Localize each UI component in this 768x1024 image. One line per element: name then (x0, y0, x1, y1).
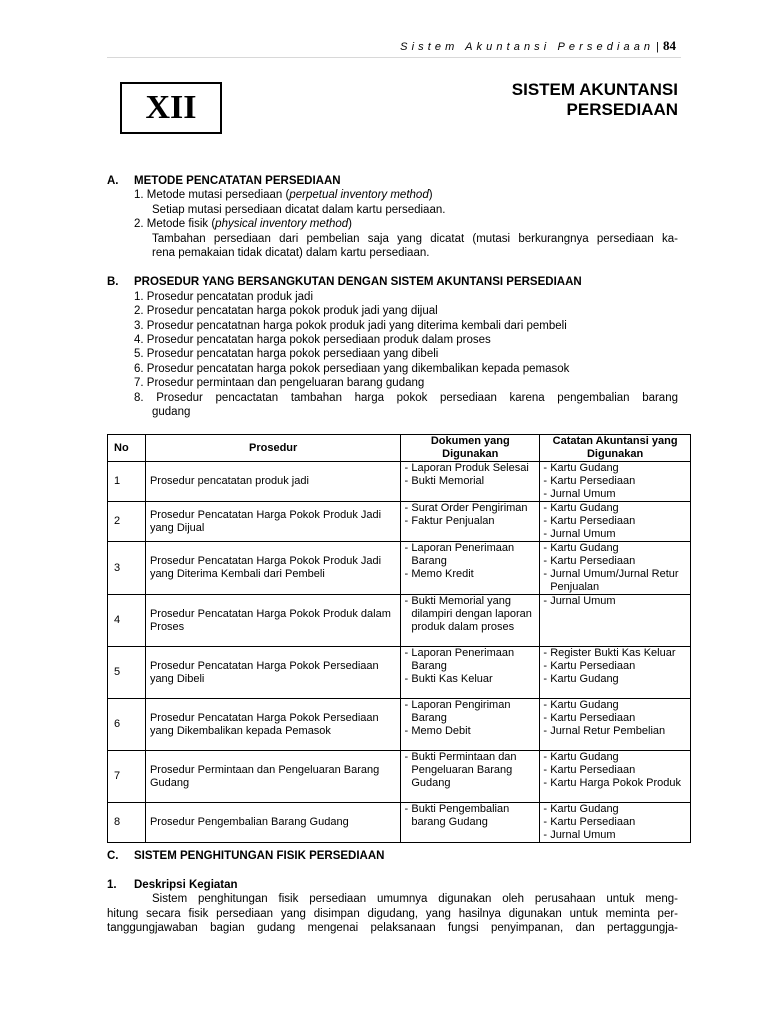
catatan-text: Register Bukti Kas Keluar (550, 647, 676, 659)
dokumen-list-item (401, 595, 539, 634)
catatan-text: Kartu Gudang (550, 673, 619, 685)
cell-no: 8 (108, 803, 146, 843)
dokumen-list-item (401, 751, 539, 790)
bullet-dash: - (404, 502, 409, 514)
bullet-dash: - (543, 777, 548, 789)
bullet-dash: - (404, 803, 409, 815)
section-b-item-8-cont: gudang (152, 406, 191, 418)
bullet-dash: - (543, 660, 548, 672)
bullet-dash: - (543, 699, 548, 711)
bullet-dash: - (404, 515, 409, 527)
bullet-dash: - (543, 673, 548, 685)
dokumen-text: Memo Kredit (411, 568, 474, 580)
catatan-list-item (540, 673, 690, 686)
header-divider (107, 57, 681, 58)
section-b-item-3: 3. Prosedur pencatatnan harga pokok produk jadi yang diterima kembali dari pembeli (134, 320, 567, 332)
table-row (108, 542, 691, 595)
chapter-title (512, 80, 678, 120)
bullet-dash: - (404, 647, 409, 659)
page-number: 84 (663, 38, 676, 53)
bullet-dash: - (543, 568, 548, 580)
catatan-list-item (540, 751, 690, 764)
cell-catatan (540, 751, 691, 803)
catatan-list-item (540, 475, 690, 488)
bullet-dash: - (543, 542, 548, 554)
dokumen-text: Bukti Kas Keluar (411, 673, 493, 685)
running-header (400, 38, 676, 54)
cell-dokumen (401, 803, 540, 843)
subsection-heading: Deskripsi Kegiatan (134, 879, 238, 891)
cell-no: 2 (108, 502, 146, 542)
cell-prosedur: Prosedur Permintaan dan Pengeluaran Barang Gudang (145, 751, 400, 803)
catatan-list-item (540, 777, 690, 790)
section-b-item-5: 5. Prosedur pencatatan harga pokok persediaan yang dibeli (134, 348, 439, 360)
catatan-list-item (540, 555, 690, 568)
running-title: Sistem Akuntansi Persediaan (400, 41, 655, 53)
catatan-list-item (540, 829, 690, 842)
cell-no: 7 (108, 751, 146, 803)
cell-dokumen (401, 699, 540, 751)
cell-prosedur: Prosedur Pencatatan Harga Pokok Persediaan yang Dikembalikan kepada Pemasok (145, 699, 400, 751)
dokumen-text: Laporan Produk Selesai (411, 462, 529, 474)
cell-prosedur: Prosedur Pencatatan Harga Pokok Persediaan yang Dibeli (145, 647, 400, 699)
table-row (108, 502, 691, 542)
bullet-dash: - (543, 515, 548, 527)
section-b-label: B. (107, 276, 119, 288)
section-b-item-6: 6. Prosedur pencatatan harga pokok persediaan yang dikembalikan kepada pemasok (134, 363, 570, 375)
section-b-item-2: 2. Prosedur pencatatan harga pokok produk jadi yang dijual (134, 305, 438, 317)
catatan-text: Jurnal Umum (550, 595, 616, 607)
catatan-text: Jurnal Retur Pembelian (550, 725, 666, 737)
section-a-item-2: 2. Metode fisik (physical inventory method) (134, 218, 352, 230)
dokumen-list-item (401, 515, 539, 528)
catatan-list-item (540, 816, 690, 829)
cell-prosedur: Prosedur Pencatatan Harga Pokok Produk Jadi yang Diterima Kembali dari Pembeli (145, 542, 400, 595)
bullet-dash: - (543, 647, 548, 659)
catatan-list-item (540, 647, 690, 660)
catatan-list-item (540, 528, 690, 541)
catatan-text: Kartu Gudang (550, 699, 619, 711)
bullet-dash: - (543, 764, 548, 776)
catatan-list-item (540, 712, 690, 725)
dokumen-list-item (401, 462, 539, 475)
cell-prosedur: Prosedur pencatatan produk jadi (145, 462, 400, 502)
catatan-list-item (540, 699, 690, 712)
catatan-list-item (540, 462, 690, 475)
subsection-label: 1. (107, 879, 117, 891)
section-a-label: A. (107, 175, 119, 187)
section-b-heading: PROSEDUR YANG BERSANGKUTAN DENGAN SISTEM AKUNTANSI PERSEDIAAN (134, 276, 582, 288)
table-row (108, 647, 691, 699)
bullet-dash: - (404, 542, 409, 554)
cell-catatan (540, 595, 691, 647)
section-b-item-8: 8. Prosedur pencactatan tambahan harga pokok persediaan karena pengembalian barang (134, 392, 678, 404)
section-c-para-line-2: hitung secara fisik persediaan yang disimpan digudang, yang hasilnya digunakan untuk meminta per- (107, 908, 678, 920)
catatan-text: Kartu Persediaan (550, 555, 636, 567)
cell-prosedur: Prosedur Pencatatan Harga Pokok Produk Jadi yang Dijual (145, 502, 400, 542)
col-header-catatan: Catatan Akuntansi yang Digunakan (540, 435, 691, 462)
catatan-text: Kartu Gudang (550, 803, 619, 815)
chapter-number: XII (145, 89, 197, 126)
dokumen-list-item (401, 699, 539, 725)
bullet-dash: - (404, 475, 409, 487)
bullet-dash: - (404, 673, 409, 685)
catatan-text: Kartu Gudang (550, 502, 619, 514)
bullet-dash: - (404, 595, 409, 607)
table-header-row (108, 435, 691, 462)
dokumen-text: Faktur Penjualan (411, 515, 495, 527)
table-row (108, 595, 691, 647)
catatan-text: Jurnal Umum (550, 829, 616, 841)
bullet-dash: - (543, 712, 548, 724)
catatan-list-item (540, 502, 690, 515)
cell-no: 3 (108, 542, 146, 595)
table-row (108, 803, 691, 843)
cell-dokumen (401, 647, 540, 699)
catatan-text: Jurnal Umum (550, 488, 616, 500)
table-row (108, 751, 691, 803)
col-header-no: No (108, 435, 146, 462)
dokumen-text: Laporan Penerimaan Barang (411, 542, 515, 567)
cell-dokumen (401, 751, 540, 803)
bullet-dash: - (543, 751, 548, 763)
catatan-list-item (540, 660, 690, 673)
bullet-dash: - (543, 502, 548, 514)
cell-catatan (540, 803, 691, 843)
cell-catatan (540, 647, 691, 699)
section-b-item-7: 7. Prosedur permintaan dan pengeluaran barang gudang (134, 377, 425, 389)
catatan-list-item (540, 488, 690, 501)
table-row (108, 462, 691, 502)
catatan-text: Jurnal Umum/Jurnal Retur Penjualan (550, 568, 679, 593)
section-c-para-line-3: tanggungjawaban bagian gudang mengenai pelaksanaan fungsi penyimpanan, dan pertaggungja- (107, 922, 678, 934)
catatan-text: Kartu Persediaan (550, 816, 636, 828)
catatan-text: Kartu Gudang (550, 751, 619, 763)
bullet-dash: - (404, 699, 409, 711)
col-header-prosedur: Prosedur (145, 435, 400, 462)
cell-dokumen (401, 462, 540, 502)
cell-prosedur: Prosedur Pencatatan Harga Pokok Produk dalam Proses (145, 595, 400, 647)
dokumen-list-item (401, 673, 539, 686)
bullet-dash: - (404, 462, 409, 474)
section-a-item-2-desc-2: rena pemakaian tidak dicatat) dalam kartu persediaan. (152, 247, 430, 259)
section-c-para-line-1: Sistem penghitungan fisik persediaan umumnya digunakan oleh perusahaan untuk meng- (152, 893, 678, 905)
catatan-text: Jurnal Umum (550, 528, 616, 540)
dokumen-text: Bukti Pengembalian barang Gudang (411, 803, 510, 828)
section-a-item-2-desc-1: Tambahan persediaan dari pembelian saja yang dicatat (mutasi berkurangnya persediaan ka- (152, 233, 678, 245)
section-a-item-1: 1. Metode mutasi persediaan (perpetual inventory method) (134, 189, 433, 201)
cell-catatan (540, 502, 691, 542)
dokumen-text: Bukti Permintaan dan Pengeluaran Barang Gudang (411, 751, 517, 789)
catatan-text: Kartu Gudang (550, 462, 619, 474)
catatan-list-item (540, 725, 690, 738)
catatan-list-item (540, 764, 690, 777)
bullet-dash: - (543, 803, 548, 815)
catatan-text: Kartu Persediaan (550, 475, 636, 487)
cell-no: 4 (108, 595, 146, 647)
col-header-dokumen: Dokumen yang Digunakan (401, 435, 540, 462)
bullet-dash: - (543, 528, 548, 540)
catatan-text: Kartu Harga Pokok Produk (550, 777, 682, 789)
catatan-text: Kartu Persediaan (550, 764, 636, 776)
section-b-item-1: 1. Prosedur pencatatan produk jadi (134, 291, 314, 303)
catatan-list-item (540, 515, 690, 528)
dokumen-text: Laporan Penerimaan Barang (411, 647, 515, 672)
bullet-dash: - (543, 816, 548, 828)
bullet-dash: - (404, 725, 409, 737)
chapter-title-line-1: SISTEM AKUNTANSI (511, 80, 678, 99)
section-c-heading: SISTEM PENGHITUNGAN FISIK PERSEDIAAN (134, 850, 385, 862)
cell-catatan (540, 542, 691, 595)
dokumen-list-item (401, 502, 539, 515)
cell-dokumen (401, 595, 540, 647)
header-separator: | (656, 41, 659, 53)
bullet-dash: - (543, 725, 548, 737)
bullet-dash: - (543, 462, 548, 474)
dokumen-text: Memo Debit (411, 725, 471, 737)
cell-no: 6 (108, 699, 146, 751)
cell-prosedur: Prosedur Pengembalian Barang Gudang (145, 803, 400, 843)
dokumen-list-item (401, 803, 539, 829)
procedures-table (107, 434, 691, 843)
catatan-text: Kartu Gudang (550, 542, 619, 554)
dokumen-list-item (401, 725, 539, 738)
dokumen-text: Bukti Memorial (411, 475, 485, 487)
bullet-dash: - (543, 488, 548, 500)
dokumen-list-item (401, 475, 539, 488)
catatan-list-item (540, 542, 690, 555)
section-c-label: C. (107, 850, 119, 862)
catatan-list-item (540, 568, 690, 594)
chapter-title-line-2: PERSEDIAAN (566, 100, 678, 119)
table-row (108, 699, 691, 751)
cell-dokumen (401, 502, 540, 542)
catatan-text: Kartu Persediaan (550, 515, 636, 527)
section-a-heading: METODE PENCATATAN PERSEDIAAN (134, 175, 341, 187)
cell-dokumen (401, 542, 540, 595)
dokumen-list-item (401, 568, 539, 581)
dokumen-list-item (401, 542, 539, 568)
dokumen-text: Laporan Pengiriman Barang (411, 699, 511, 724)
dokumen-list-item (401, 647, 539, 673)
cell-no: 5 (108, 647, 146, 699)
cell-catatan (540, 699, 691, 751)
bullet-dash: - (543, 595, 548, 607)
bullet-dash: - (543, 829, 548, 841)
cell-no: 1 (108, 462, 146, 502)
catatan-list-item (540, 803, 690, 816)
catatan-text: Kartu Persediaan (550, 712, 636, 724)
bullet-dash: - (404, 568, 409, 580)
section-a-item-1-desc: Setiap mutasi persediaan dicatat dalam kartu persediaan. (152, 204, 446, 216)
dokumen-text: Bukti Memorial yang dilampiri dengan laporan produk dalam proses (411, 595, 532, 633)
cell-catatan (540, 462, 691, 502)
dokumen-text: Surat Order Pengiriman (411, 502, 528, 514)
bullet-dash: - (404, 751, 409, 763)
bullet-dash: - (543, 475, 548, 487)
catatan-text: Kartu Persediaan (550, 660, 636, 672)
section-b-item-4: 4. Prosedur pencatatan harga pokok persediaan produk dalam proses (134, 334, 491, 346)
chapter-number-box (120, 82, 222, 134)
bullet-dash: - (543, 555, 548, 567)
catatan-list-item (540, 595, 690, 608)
